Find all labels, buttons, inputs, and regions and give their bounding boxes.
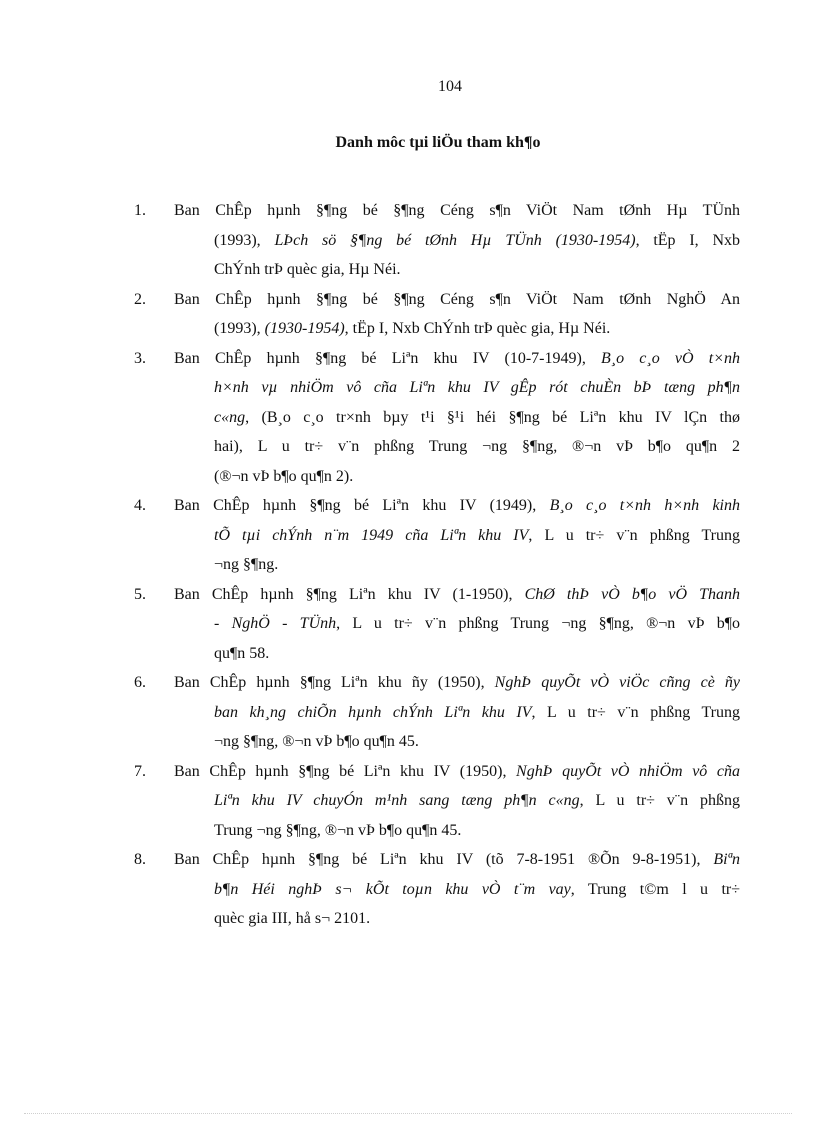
reference-list xyxy=(134,196,740,934)
reference-title-text: h×nh vµ nhiÖm vô cña Liªn khu IV gÊp rót chuÈn bÞ tæng ph¶n xyxy=(214,379,740,396)
reference-item xyxy=(134,580,740,669)
reference-text: Trung ¬ng §¶ng, ®¬n vÞ b¶o qu¶n 45. xyxy=(214,821,462,839)
reference-text: , L u tr÷ v¨n phßng Trung xyxy=(528,526,741,544)
reference-title-text: Biªn xyxy=(713,851,740,868)
reference-text: ChÝnh trÞ quèc gia, Hµ Néi. xyxy=(214,261,401,278)
reference-line xyxy=(214,432,740,462)
reference-item xyxy=(134,757,740,846)
reference-text: Ban ChÊp hµnh §¶ng bé §¶ng Céng s¶n ViÖt Nam tØnh NghÖ An xyxy=(174,290,740,308)
reference-item xyxy=(134,285,740,344)
reference-title-text: tÕ tµi chÝnh n¨m 1949 cña Liªn khu IV xyxy=(214,526,529,544)
reference-text: quèc gia III, hå s¬ 2101. xyxy=(214,910,371,927)
reference-line xyxy=(214,255,740,285)
reference-line xyxy=(174,757,740,787)
reference-line xyxy=(174,580,740,610)
reference-item xyxy=(134,668,740,757)
reference-text: ¬ng §¶ng, ®¬n vÞ b¶o qu¶n 45. xyxy=(214,733,419,750)
reference-text: Ban ChÊp hµnh §¶ng bé Liªn khu IV (1949), xyxy=(174,497,550,514)
reference-text: Ban ChÊp hµnh §¶ng Liªn khu ñy (1950), xyxy=(174,674,495,691)
reference-line xyxy=(214,403,740,433)
reference-text: qu¶n 58. xyxy=(214,644,270,662)
reference-text: (1993), xyxy=(214,320,265,337)
reference-text: , Trung t©m l u tr÷ xyxy=(570,880,740,898)
reference-number: 5. xyxy=(134,585,146,603)
reference-item xyxy=(134,196,740,285)
reference-line xyxy=(214,904,740,934)
reference-line xyxy=(214,816,740,846)
page-title: Danh môc tµi liÖu tham kh¶o xyxy=(335,134,541,151)
reference-title-text: Liªn khu IV chuyÓn m¹nh sang tæng ph¶n c«ng xyxy=(214,792,580,809)
reference-line xyxy=(214,314,740,344)
reference-title-text: LÞch sö §¶ng bé tØnh Hµ TÜnh (1930-1954) xyxy=(274,231,636,249)
reference-text: (1993), xyxy=(214,231,275,249)
reference-text: ¬ng §¶ng. xyxy=(214,556,279,573)
reference-line xyxy=(214,550,740,580)
reference-line xyxy=(214,521,740,551)
reference-text: Ban ChÊp hµnh §¶ng bé Liªn khu IV (10-7-1949), xyxy=(174,349,602,367)
reference-title-text: ban kh¸ng chiÕn hµnh chÝnh Liªn khu IV xyxy=(214,703,532,721)
reference-number: 8. xyxy=(134,851,146,868)
reference-line xyxy=(174,491,740,521)
reference-title-text: - NghÖ - TÜnh xyxy=(214,615,337,632)
reference-line xyxy=(174,196,740,226)
reference-text: , L u tr÷ v¨n phßng Trung ¬ng §¶ng, ®¬n vÞ b¶o xyxy=(336,615,740,632)
reference-title-text: B¸o c¸o vÒ t×nh xyxy=(601,349,741,367)
reference-line xyxy=(214,226,740,256)
reference-number: 2. xyxy=(134,290,146,308)
reference-text: Ban ChÊp hµnh §¶ng bé Liªn khu IV (1950), xyxy=(174,762,517,780)
reference-text: hai), L u tr÷ v¨n phßng Trung ¬ng §¶ng, ®¬n vÞ b¶o qu¶n 2 xyxy=(214,438,740,455)
reference-text: , L u tr÷ v¨n phßng xyxy=(579,792,741,809)
reference-line xyxy=(174,668,740,698)
reference-text: Ban ChÊp hµnh §¶ng bé Liªn khu IV (tõ 7-8-1951 ®Õn 9-8-1951), xyxy=(174,851,714,868)
reference-title-text: NghÞ quyÕt vÒ viÖc cñng cè ñy xyxy=(494,674,740,691)
reference-text: (®¬n vÞ b¶o qu¶n 2). xyxy=(214,467,354,485)
reference-text: , L u tr÷ v¨n phßng Trung xyxy=(531,703,740,721)
reference-title-text: c«ng xyxy=(214,408,246,426)
page-bottom-divider xyxy=(24,1113,792,1114)
reference-item xyxy=(134,491,740,580)
reference-text: Ban ChÊp hµnh §¶ng Liªn khu IV (1-1950), xyxy=(174,585,525,603)
reference-title-text: NghÞ quyÕt vÒ nhiÖm vô cña xyxy=(516,762,740,780)
page-number: 104 xyxy=(438,78,462,95)
reference-line xyxy=(214,875,740,905)
reference-text: Ban ChÊp hµnh §¶ng bé §¶ng Céng s¶n ViÖt Nam tØnh Hµ TÜnh xyxy=(174,202,740,219)
reference-line xyxy=(214,373,740,403)
reference-number: 6. xyxy=(134,674,146,691)
reference-title-text: b¶n Héi nghÞ s¬ kÕt toµn khu vÒ t¨m vay xyxy=(214,880,571,898)
reference-line xyxy=(214,639,740,669)
reference-line xyxy=(174,285,740,315)
reference-line xyxy=(174,845,740,875)
reference-line xyxy=(214,609,740,639)
reference-number: 4. xyxy=(134,497,146,514)
reference-item xyxy=(134,344,740,492)
reference-text: , tËp I, Nxb ChÝnh trÞ quèc gia, Hµ Néi. xyxy=(344,320,611,337)
reference-number: 3. xyxy=(134,349,146,367)
reference-title-text: ChØ thÞ vÒ b¶o vÖ Thanh xyxy=(524,585,740,603)
reference-line xyxy=(214,786,740,816)
reference-number: 1. xyxy=(134,202,146,219)
reference-text: , (B¸o c¸o tr×nh bµy t¹i §¹i héi §¶ng bé Liªn khu IV lÇn thø xyxy=(245,408,740,426)
reference-item xyxy=(134,845,740,934)
reference-title-text: B¸o c¸o t×nh h×nh kinh xyxy=(549,497,741,514)
reference-number: 7. xyxy=(134,762,146,780)
reference-line xyxy=(214,698,740,728)
reference-line xyxy=(174,344,740,374)
reference-title-text: (1930-1954) xyxy=(264,320,345,337)
reference-text: , tËp I, Nxb xyxy=(635,231,740,249)
reference-line xyxy=(214,462,740,492)
reference-line xyxy=(214,727,740,757)
